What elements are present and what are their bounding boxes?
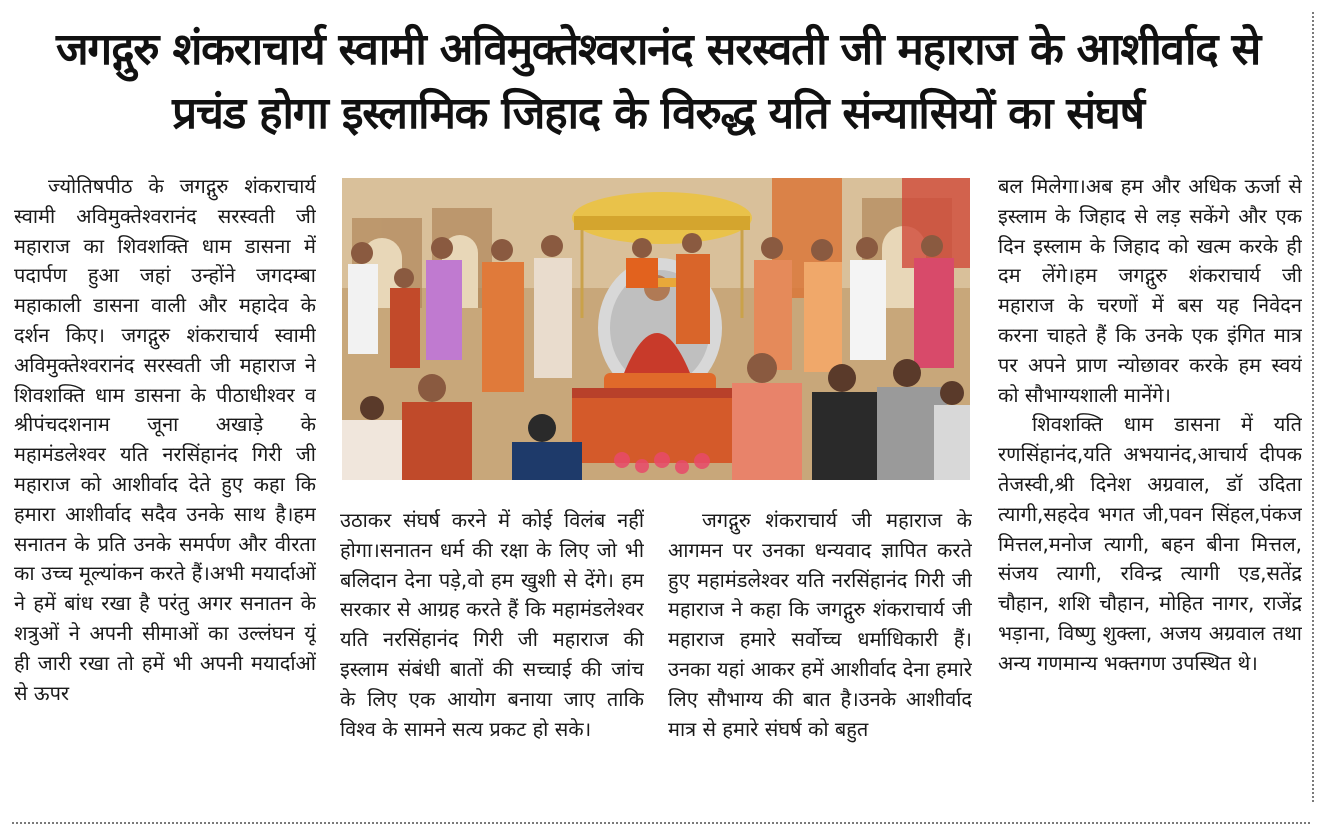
- news-photo: [342, 178, 970, 480]
- column-1-paragraph: ज्योतिषपीठ के जगद्गुरु शंकराचार्य स्वामी अविमुक्तेश्वरानंद सरस्वती जी महाराज का शिवशक्ति धाम डासना में पदार्पण हुआ जहां उन्होंने जगदम्बा महाकाली डासना वाली और महादेव के दर्शन किए। जगद्गुरु शंकराचार्य स्वामी अविमुक्तेश्वरानंद सरस्वती जी महाराज ने शिवशक्ति धाम डासना के पीठाधीश्वर व श्रीपंचदशनाम जूना अखाड़े के महामंडलेश्वर यति नरसिंहानंद गिरी जी महाराज को आशीर्वाद देते हुए कहा कि हमारा आशीर्वाद सदैव उनके साथ है।हम सनातन के प्रति उनके समर्पण और वीरता का उच्च मूल्यांकन करते हैं।अभी मयार्दाओं ने हमें बांध रखा है परंतु अगर सनातन के शत्रुओं ने अपनी सीमाओं का उल्लंघन यूं ही जारी रखा तो हमें भी अपनी मयार्दाओं से ऊपर: [14, 174, 316, 705]
- column-4-paragraph-1: बल मिलेगा।अब हम और अधिक ऊर्जा से इस्लाम के जिहाद से लड़ सकेंगे और एक दिन इस्लाम के जिहाद को खत्म करके ही दम लेंगे।हम जगद्गुरु शंकराचार्य जी महाराज के चरणों में बस यह निवेदन करना चाहते हैं कि उनके एक इंगित मात्र पर अपने प्राण न्योछावर करके हम स्वयं को सौभाग्यशाली मानेंगे।: [998, 174, 1302, 407]
- headline-line-2: प्रचंड होगा इस्लामिक जिहाद के विरुद्ध यति संन्यासियों का संघर्ष: [172, 88, 1144, 139]
- column-3-paragraph: जगद्गुरु शंकराचार्य जी महाराज के आगमन पर उनका धन्यवाद ज्ञापित करते हुए महामंडलेश्वर यति नरसिंहानंद गिरी जी महाराज ने कहा कि जगद्गुरु शंकराचार्य जी महाराज हमारे सर्वोच्च धर्माधिकारी हैं।उनका यहां आकर हमें आशीर्वाद देना हमारे लिए सौभाग्य की बात है।उनके आशीर्वाद मात्र से हमारे संघर्ष को बहुत: [668, 508, 972, 741]
- headline: [10, 18, 1306, 146]
- article-column-2: [340, 506, 644, 804]
- headline-line-1: जगद्गुरु शंकराचार्य स्वामी अविमुक्तेश्वरानंद सरस्वती जी महाराज के आशीर्वाद से: [55, 24, 1261, 75]
- article-column-4: [998, 172, 1302, 804]
- photo-illustration: [342, 178, 970, 480]
- column-rule-right: [1312, 12, 1314, 802]
- article-column-3: [668, 506, 972, 804]
- column-4-paragraph-2: शिवशक्ति धाम डासना में यति रणसिंहानंद,यति अभयानंद,आचार्य दीपक तेजस्वी,श्री दिनेश अग्रवाल, डॉ उदिता त्यागी,सहदेव भगत जी,पवन सिंहल,पंकज मित्तल,मनोज त्यागी, बहन बीना मित्तल, संजय त्यागी, रविन्द्र त्यागी एड,सतेंद्र चौहान, शशि चौहान, मोहित नागर, राजेंद्र भड़ाना, विष्णु शुक्ला, अजय अग्रवाल तथा अन्य गणमान्य भक्तगण उपस्थित थे।: [998, 412, 1302, 675]
- page-rule-bottom: [12, 822, 1310, 824]
- column-2-paragraph: उठाकर संघर्ष करने में कोई विलंब नहीं होगा।सनातन धर्म की रक्षा के लिए जो भी बलिदान देना पड़े,वो हम खुशी से देंगे। हम सरकार से आग्रह करते हैं कि महामंडलेश्वर यति नरसिंहानंद गिरी जी महाराज की इस्लाम संबंधी बातों की सच्चाई की जांच के लिए एक आयोग बनाया जाए ताकि विश्व के सामने सत्य प्रकट हो सके।: [340, 508, 644, 741]
- article-column-1: [14, 172, 316, 804]
